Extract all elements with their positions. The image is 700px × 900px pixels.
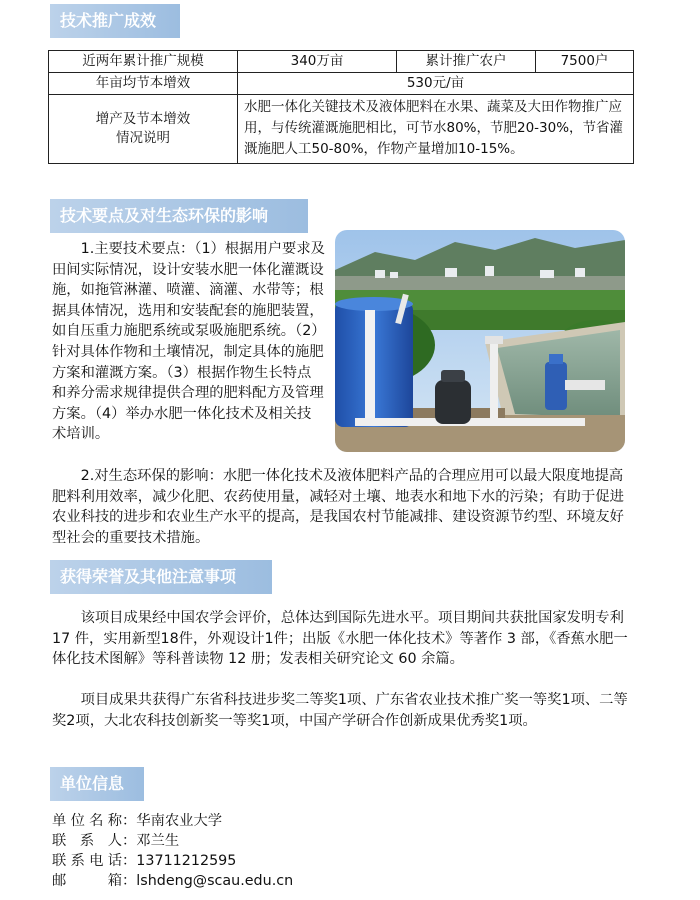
phone-row xyxy=(52,851,236,871)
unit-name-value: 华南农业大学 xyxy=(136,813,223,829)
contact-label: 联系人 xyxy=(52,833,122,849)
section-title: 技术要点及对生态环保的影响 xyxy=(60,206,269,225)
table-cell-value: 340万亩 xyxy=(238,51,397,73)
table-cell-value: 7500户 xyxy=(536,51,634,73)
phone-value: 13711212595 xyxy=(136,853,237,869)
table-row xyxy=(49,95,634,164)
colon: ： xyxy=(122,853,137,869)
table-row xyxy=(49,73,634,95)
section-title: 技术推广成效 xyxy=(60,11,157,30)
table-row xyxy=(49,51,634,73)
contact-value: 邓兰生 xyxy=(136,833,180,849)
irrigation-photo xyxy=(335,230,625,452)
phone-label: 联系电话 xyxy=(52,853,122,869)
table-cell-value: 530元/亩 xyxy=(238,73,634,95)
results-table xyxy=(48,50,634,164)
section-header-honors xyxy=(50,560,272,594)
note-label-line: 增产及节本增效 xyxy=(95,111,191,127)
email-row xyxy=(52,871,293,891)
table-cell-label: 年亩均节本增效 xyxy=(49,73,238,95)
table-cell-label xyxy=(49,95,238,164)
section-header-tech xyxy=(50,199,308,233)
note-label-line: 情况说明 xyxy=(116,130,170,146)
unit-name-row xyxy=(52,811,222,831)
contact-row xyxy=(52,831,179,851)
section-title: 获得荣誉及其他注意事项 xyxy=(60,567,237,586)
tech-paragraph-1: 1.主要技术要点：（1）根据用户要求及田间实际情况，设计安装水肥一体化灌溉设施，如拖管淋灌、喷灌、滴灌、水带等；根据具体情况，选用和安装配套的施肥装置，如自压重力施肥系统或泵吸施肥系统。（2）针对具体作物和土壤情况，制定具体的施肥方案和灌溉方案。（3）根据作物生长特点和养分需求规律提供合理的肥料配方及管理方案。（4）举办水肥一体化技术及相关技术培训。 xyxy=(52,241,325,443)
colon: ： xyxy=(122,873,137,889)
honors-paragraph-1: 该项目成果经中国农学会评价，总体达到国际先进水平。项目期间共获批国家发明专利 17 件，实用新型18件，外观设计1件；出版《水肥一体化技术》等著作 3 部，《香蕉水肥一体化技术图解》等科普读物 12 册；发表相关研究论文 60 余篇。 xyxy=(52,610,628,668)
table-cell-label: 累计推广农户 xyxy=(397,51,536,73)
email-label: 邮箱 xyxy=(52,873,122,889)
colon: ： xyxy=(122,833,137,849)
unit-name-label: 单位名称 xyxy=(52,813,122,829)
colon: ： xyxy=(122,813,137,829)
section-title: 单位信息 xyxy=(60,774,125,793)
honors-paragraph-2: 项目成果共获得广东省科技进步奖二等奖1项、广东省农业技术推广奖一等奖1项、二等奖2项，大北农科技创新奖一等奖1项，中国产学研合作创新成果优秀奖1项。 xyxy=(52,692,628,729)
tech-paragraph-2: 2.对生态环保的影响：水肥一体化技术及液体肥料产品的合理应用可以最大限度地提高肥料利用效率，减少化肥、农药使用量，减轻对土壤、地表水和地下水的污染；有助于促进农业科技的进步和农业生产水平的提高，是我国农村节能减排、建设资源节约型、环境友好型社会的重要技术措施。 xyxy=(52,468,624,546)
section-header-results xyxy=(50,4,180,38)
table-cell-label: 近两年累计推广规模 xyxy=(49,51,238,73)
email-value: lshdeng@scau.edu.cn xyxy=(136,873,294,889)
table-cell-note: 水肥一体化关键技术及液体肥料在水果、蔬菜及大田作物推广应用，与传统灌溉施肥相比，可节水80%，节肥20-30%，节省灌溉施肥人工50-80%，作物产量增加10-15%。 xyxy=(238,95,634,164)
section-header-unit xyxy=(50,767,144,801)
